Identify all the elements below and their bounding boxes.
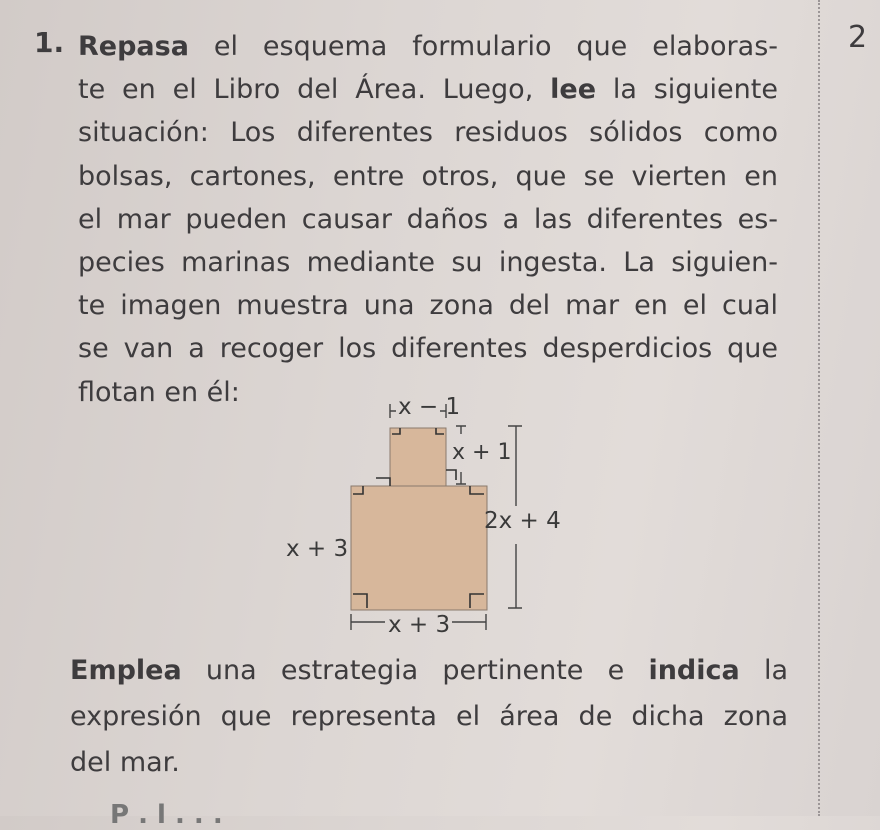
sea-zone-figure: [280, 390, 580, 650]
label-top-height: x + 1: [452, 440, 512, 465]
statement-line-8: se van a recoger los diferentes desperdicios que: [78, 333, 778, 365]
cut-off-text: P . l . . .: [110, 800, 223, 830]
margin-dotted-line: [818, 0, 820, 816]
label-bottom-height: x + 3: [286, 536, 349, 562]
exercise-number: 1.: [34, 26, 65, 59]
question-line-1: Emplea una estrategia pertinente e indica la: [70, 655, 788, 686]
statement-line-2: te en el Libro del Área. Luego, lee la siguiente: [78, 74, 778, 106]
statement-line-7: te imagen muestra una zona del mar en el cual: [78, 290, 778, 322]
label-total-height: 2x + 4: [484, 508, 561, 534]
statement-line-5: el mar pueden causar daños a las diferentes es-: [78, 203, 778, 235]
bottom-rectangle: [351, 486, 487, 610]
question-line-3: del mar.: [70, 747, 180, 778]
statement-line-4: bolsas, cartones, entre otros, que se vierten en: [78, 160, 778, 192]
top-rectangle: [390, 428, 446, 486]
statement-line-3: situación: Los diferentes residuos sólidos como: [78, 117, 778, 149]
label-bottom-width: x + 3: [388, 612, 451, 638]
page-number: 2: [848, 20, 868, 55]
statement-line-9: flotan en él:: [78, 376, 240, 408]
right-angle-mark: [446, 470, 456, 480]
statement-line-6: pecies marinas mediante su ingesta. La siguien-: [78, 247, 778, 279]
exercise-statement: [78, 25, 778, 414]
right-angle-mark: [376, 478, 390, 486]
label-top-width: x − 1: [398, 394, 461, 420]
statement-line-1: Repasa el esquema formulario que elaboras-: [78, 31, 778, 62]
exercise-question: [70, 648, 788, 786]
question-line-2: expresión que representa el área de dicha zona: [70, 701, 788, 732]
